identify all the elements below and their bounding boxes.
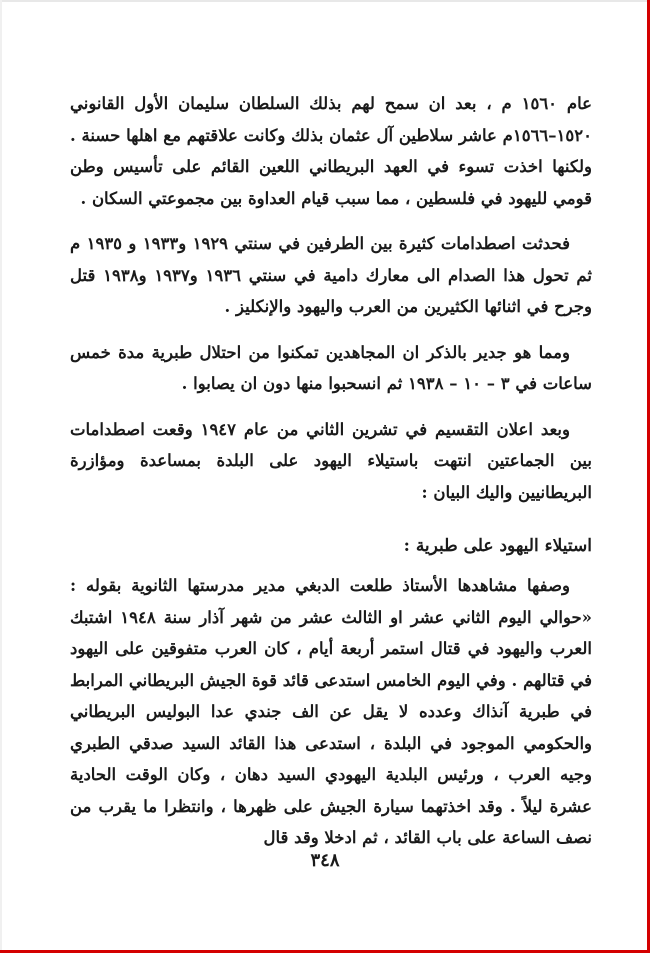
window-left-edge — [0, 0, 2, 953]
section-heading: استيلاء اليهود على طبرية : — [403, 536, 592, 556]
paragraph-intro: عام ١٥٦٠ م ، بعد ان سمح لهم بذلك السلطان سليمان الأول القانوني ١٥٢٠–١٥٦٦م عاشر سلاطين آل عثمان بذلك وكانت علاقتهم مع اهلها حسنة . ولكنها اخذت تسوء في العهد البريطاني اللعين القائم على تأسيس وطن قومي لليهود في فلسطين ، مما سبب قيام العداوة بين مجموعتي السكان . — [70, 94, 592, 208]
paragraph-clashes: فحدثت اصطدامات كثيرة بين الطرفين في سنتي ١٩٢٩ و١٩٣٣ و ١٩٣٥ م ثم تحول هذا الصدام الى معارك دامية في سنتي ١٩٣٦ و١٩٣٧ و١٩٣٨ قتل وجرح في اثنائها الكثيرين من العرب واليهود والإنكليز . — [70, 234, 592, 316]
page-number: ٣٤٨ — [310, 850, 340, 871]
paragraph-mujahideen: ومما هو جدير بالذكر ان المجاهدين تمكنوا من احتلال طبرية مدة خمس ساعات في ٣ – ١٠ – ١٩٣٨ ثم انسحبوا منها دون ان يصابوا . — [70, 342, 592, 393]
paragraph-testimony: وصفها مشاهدها الأستاذ طلعت الدبغي مدير مدرستها الثانوية بقوله : «حوالي اليوم الثاني عشر او الثالث عشر من شهر آذار سنة ١٩٤٨ اشتبك العرب واليهود في قتال استمر أربعة أيام ، كان العرب متفوقين على اليهود في قتالهم . وفي اليوم الخامس استدعى قائد قوة الجيش البريطاني المرابط في طبرية آنذاك وعدده لا يقل عن الف جندي عدا البوليس البريطاني والحكومي الموجود في البلدة ، استدعى هذا القائد السيد صدقي الطبري وجيه العرب ، ورئيس البلدية اليهودي السيد دهان ، وكان الوقت الحادية عشرة ليلاً . وقد اخذتهما سيارة الجيش على ظهرها ، وانتظرا ما يقرب من نصف الساعة على باب القائد ، ثم ادخلا وقد قال — [70, 576, 592, 847]
book-page — [70, 88, 592, 854]
window-top-edge — [0, 0, 650, 2]
paragraph-partition: وبعد اعلان التقسيم في تشرين الثاني من عام ١٩٤٧ وقعت اصطدامات بين الجماعتين انتهت باستيلاء اليهود على البلدة بمساعدة ومؤازرة البريطانيين واليك البيان : — [70, 419, 592, 502]
